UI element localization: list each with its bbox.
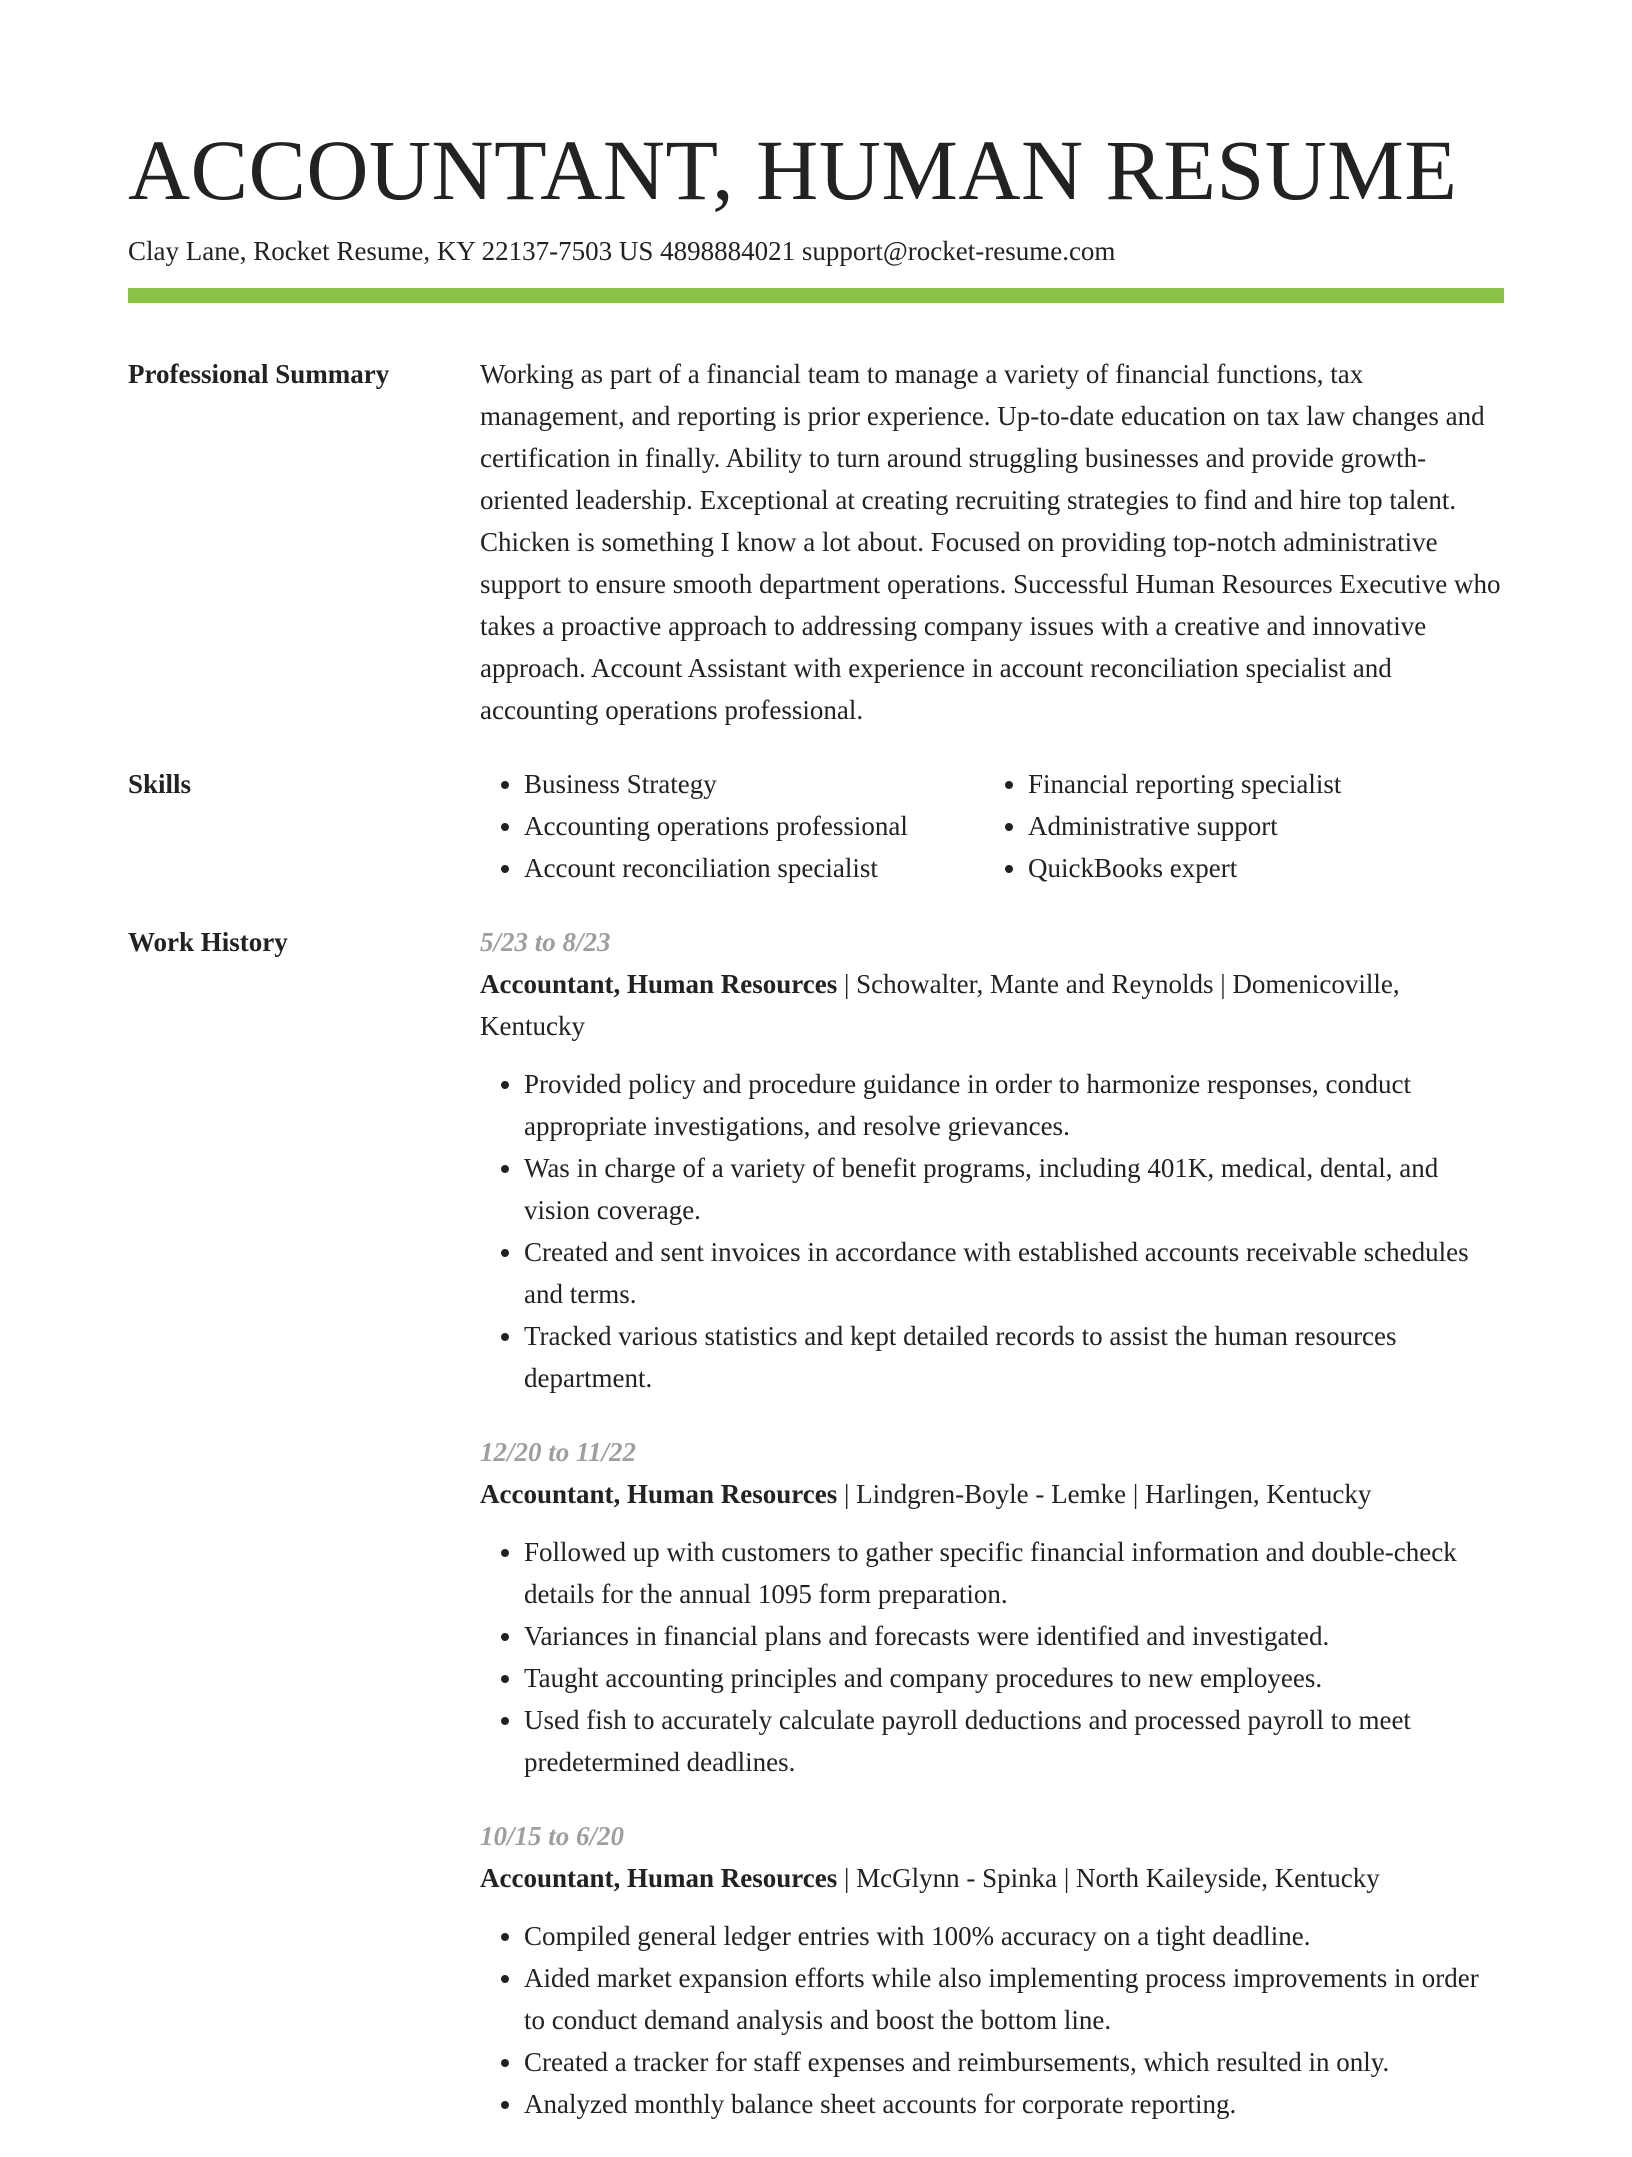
skills-column-1 [480, 763, 984, 889]
skills-grid [480, 763, 1504, 889]
summary-section [128, 353, 1504, 731]
job-dates: 10/15 to 6/20 [480, 1821, 625, 1851]
job-bullet: • Analyzed monthly balance sheet accounts for corporate reporting. [524, 2083, 1504, 2125]
job-bullet: • Compiled general ledger entries with 100% accuracy on a tight deadline. [524, 1915, 1504, 1957]
skills-section [128, 763, 1504, 889]
job-title: Accountant, Human Resources [480, 969, 838, 999]
job-employer-location: | Lindgren-Boyle - Lemke | Harlingen, Kentucky [837, 1479, 1372, 1509]
job-bullet: • Variances in financial plans and forecasts were identified and investigated. [524, 1615, 1504, 1657]
job-bullets [480, 1063, 1504, 1399]
skills-column-2 [984, 763, 1504, 889]
job-employer-location: | Schowalter, Mante and Reynolds | Domenicoville, Kentucky [480, 969, 1400, 1041]
job-title-line [480, 1473, 1504, 1515]
job-bullets [480, 1531, 1504, 1783]
job-bullet: • Taught accounting principles and company procedures to new employees. [524, 1657, 1504, 1699]
job-employer-location: | McGlynn - Spinka | North Kaileyside, Kentucky [837, 1863, 1380, 1893]
job-title: Accountant, Human Resources [480, 1863, 838, 1893]
job-entry [480, 921, 1504, 1399]
job-title: Accountant, Human Resources [480, 1479, 838, 1509]
job-title-line [480, 1857, 1504, 1899]
job-bullet: • Created and sent invoices in accordance with established accounts receivable schedules and terms. [524, 1231, 1504, 1315]
skill-item: • QuickBooks expert [1028, 847, 1504, 889]
header-divider [128, 288, 1504, 303]
job-bullet: • Followed up with customers to gather specific financial information and double-check details for the annual 1095 form preparation. [524, 1531, 1504, 1615]
section-label-work-history: Work History [128, 927, 288, 957]
job-bullet: • Created a tracker for staff expenses and reimbursements, which resulted in only. [524, 2041, 1504, 2083]
skill-item: • Account reconciliation specialist [524, 847, 984, 889]
job-entry [480, 1431, 1504, 1783]
skill-item: • Administrative support [1028, 805, 1504, 847]
job-dates: 12/20 to 11/22 [480, 1437, 637, 1467]
job-bullet: • Tracked various statistics and kept detailed records to assist the human resources department. [524, 1315, 1504, 1399]
skill-item: • Business Strategy [524, 763, 984, 805]
section-label-skills: Skills [128, 769, 192, 799]
work-history-section [128, 921, 1504, 2157]
job-bullet: • Aided market expansion efforts while also implementing process improvements in order to conduct demand analysis and boost the bottom line. [524, 1957, 1504, 2041]
skill-item: • Financial reporting specialist [1028, 763, 1504, 805]
section-label-summary: Professional Summary [128, 359, 390, 389]
job-entry [480, 1815, 1504, 2125]
job-bullet: • Used fish to accurately calculate payroll deductions and processed payroll to meet predetermined deadlines. [524, 1699, 1504, 1783]
job-bullet: • Provided policy and procedure guidance in order to harmonize responses, conduct appropriate investigations, and resolve grievances. [524, 1063, 1504, 1147]
skill-item: • Accounting operations professional [524, 805, 984, 847]
summary-text: Working as part of a financial team to manage a variety of financial functions, tax management, and reporting is prior experience. Up-to-date education on tax law changes and certification in finally. Ability to turn around struggling businesses and provide growth-oriented leadership. Exceptional at creating recruiting strategies to find and hire top talent. Chicken is something I know a lot about. Focused on providing top-notch administrative support to ensure smooth department operations. Successful Human Resources Executive who takes a proactive approach to addressing company issues with a creative and innovative approach. Account Assistant with experience in account reconciliation specialist and accounting operations professional. [480, 359, 1501, 725]
contact-line: Clay Lane, Rocket Resume, KY 22137-7503 US 4898884021 support@rocket-resume.com [128, 236, 1116, 266]
job-dates: 5/23 to 8/23 [480, 927, 611, 957]
job-bullets [480, 1915, 1504, 2125]
resume-title: ACCOUNTANT, HUMAN RESUME [128, 122, 1458, 218]
job-bullet: • Was in charge of a variety of benefit programs, including 401K, medical, dental, and vision coverage. [524, 1147, 1504, 1231]
job-title-line [480, 963, 1504, 1047]
